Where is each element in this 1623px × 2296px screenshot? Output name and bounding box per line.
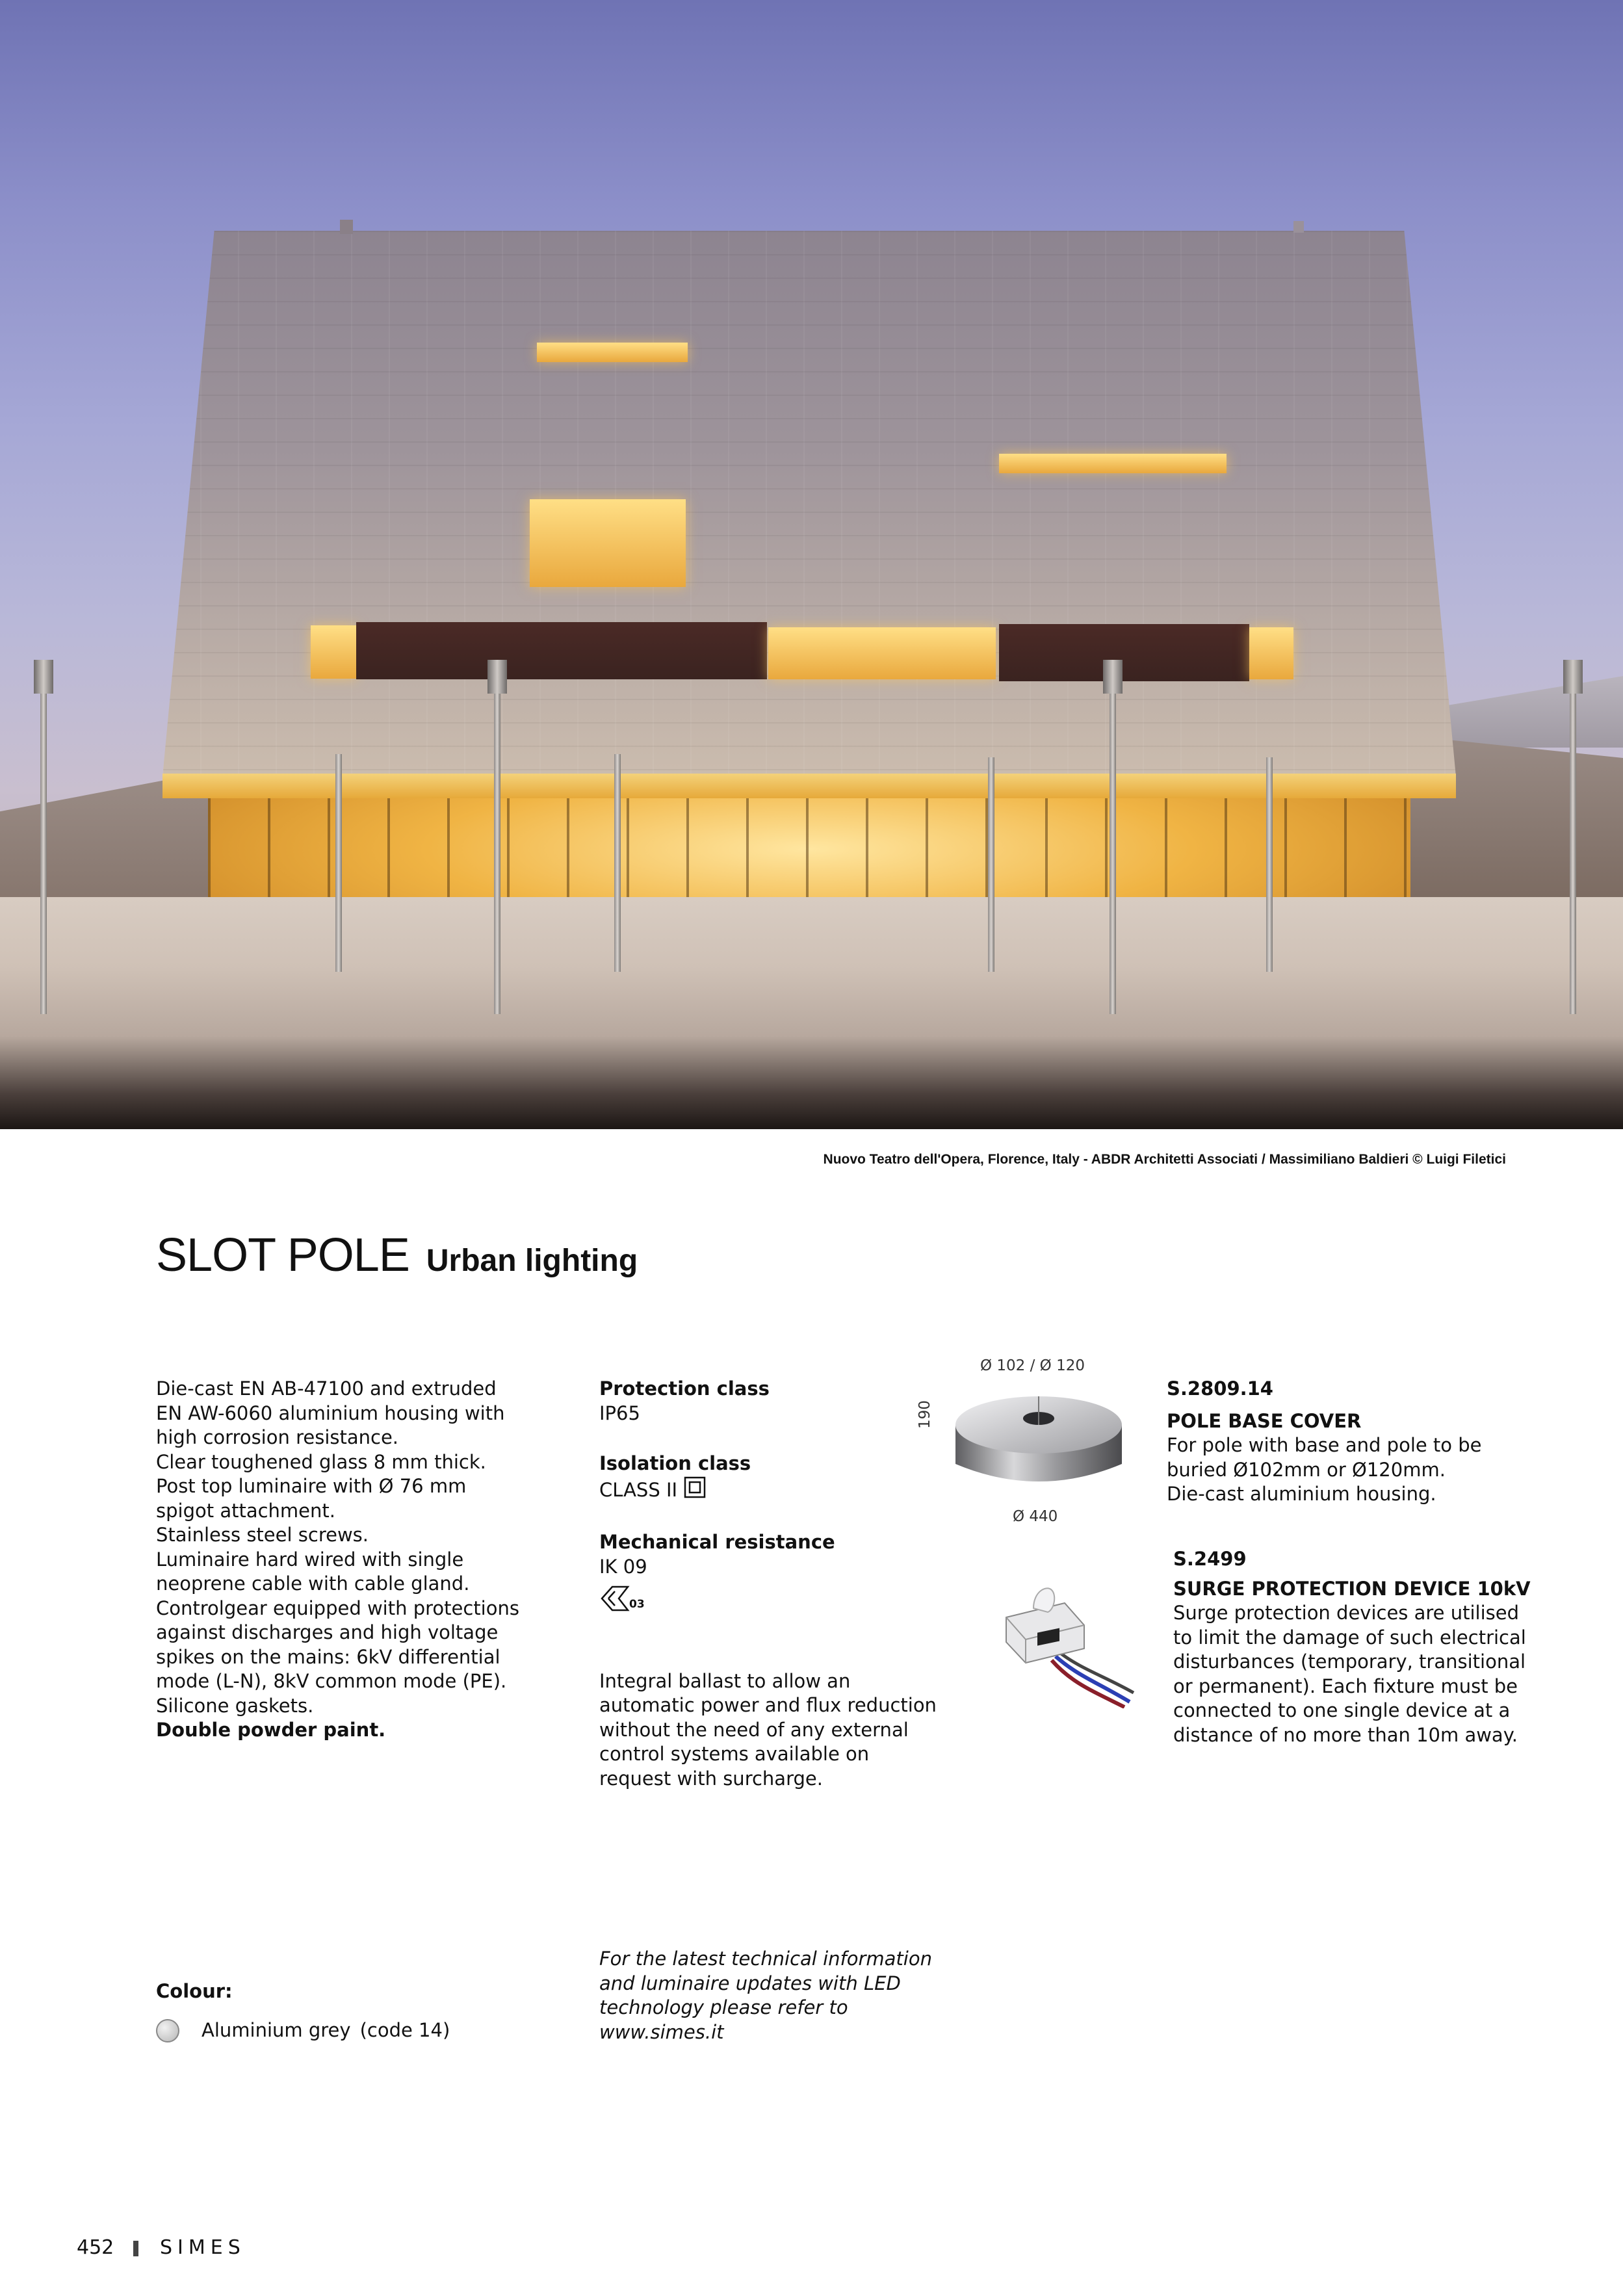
brand-name: SIMES [160, 2236, 246, 2259]
enec-03-icon [599, 1583, 937, 1619]
accessory-code: S.2499 [1173, 1548, 1247, 1570]
description-line: Stainless steel screws. [156, 1524, 369, 1546]
photo-pole-head [487, 660, 507, 694]
photo-dark-band [356, 622, 767, 679]
accessory-line: disturbances (temporary, transitional [1173, 1650, 1526, 1673]
mechanical-resistance-value: IK 09 [599, 1555, 647, 1578]
isolation-class-value: CLASS II [599, 1478, 678, 1501]
dimension-height: 190 [916, 1400, 933, 1429]
description-line: Die-cast EN AB-47100 and extruded [156, 1377, 497, 1400]
accessory-line: connected to one single device at a [1173, 1699, 1511, 1721]
protection-class-label: Protection class [599, 1377, 770, 1400]
photo-pole [614, 754, 621, 972]
mechanical-resistance-label: Mechanical resistance [599, 1531, 835, 1553]
accessory-name: SURGE PROTECTION DEVICE 10kV [1173, 1577, 1531, 1600]
photo-pole [335, 754, 342, 972]
dimension-bottom: Ø 440 [1013, 1508, 1058, 1525]
photo-caption: Nuovo Teatro dell'Opera, Florence, Italy - ABDR Architetti Associati / Massimiliano Baldieri © Luigi Filetici [823, 1152, 1506, 1167]
accessory-pole-base-cover [1167, 1377, 1531, 1507]
product-description [156, 1377, 559, 1743]
accessory-line: buried Ø102mm or Ø120mm. [1167, 1458, 1446, 1481]
description-line: mode (L-N), 8kV common mode (PE). [156, 1670, 507, 1692]
photo-window [530, 499, 686, 587]
photo-roof-detail [1293, 221, 1304, 233]
description-line: Luminaire hard wired with single [156, 1548, 464, 1571]
description-line: Clear toughened glass 8 mm thick. [156, 1450, 486, 1473]
photo-pole-head [1103, 660, 1123, 694]
photo-pole-head [34, 660, 53, 694]
ballast-line: Integral ballast to allow an [599, 1669, 851, 1692]
accessory-line: Die-cast aluminium housing. [1167, 1483, 1436, 1505]
note-url[interactable]: www.simes.it [599, 2020, 724, 2043]
photo-pole-head [1563, 660, 1583, 694]
description-line: against discharges and high voltage [156, 1621, 499, 1643]
photo-roof-detail [340, 220, 353, 234]
footer-separator [133, 2241, 138, 2256]
description-line: high corrosion resistance. [156, 1426, 399, 1448]
accessory-line: For pole with base and pole to be [1167, 1434, 1482, 1456]
accessory-line: Surge protection devices are utilised [1173, 1602, 1520, 1624]
photo-plaza [0, 897, 1623, 1129]
hero-photo [0, 0, 1623, 1129]
note-line: technology please refer to [599, 1996, 848, 2018]
photo-pole [494, 689, 500, 1014]
description-line: neoprene cable with cable gland. [156, 1572, 470, 1595]
note-line: and luminaire updates with LED [599, 1972, 901, 1994]
product-category: Urban lighting [426, 1244, 638, 1278]
spec-column [599, 1377, 937, 1791]
product-title [156, 1229, 638, 1282]
photo-window [768, 627, 996, 679]
photo-pole [1570, 689, 1576, 1014]
colour-option [156, 2018, 450, 2043]
technical-info-note [599, 1947, 963, 2044]
pole-base-cover-image [948, 1385, 1130, 1502]
description-bold-line: Double powder paint. [156, 1719, 386, 1741]
surge-device-image [1000, 1578, 1136, 1708]
photo-window [1249, 627, 1293, 679]
photo-pole [988, 757, 994, 972]
colour-label: Colour: [156, 1980, 233, 2002]
ballast-line: without the need of any external [599, 1718, 909, 1741]
accessory-line: or permanent). Each fixture must be [1173, 1675, 1518, 1697]
ballast-line: automatic power and flux reduction [599, 1694, 937, 1716]
photo-pole [1266, 757, 1273, 972]
photo-pole [40, 689, 47, 1014]
ballast-line: request with surcharge. [599, 1767, 823, 1790]
ballast-line: control systems available on [599, 1743, 870, 1765]
photo-soffit [162, 774, 1456, 798]
colour-swatch [156, 2019, 179, 2042]
photo-window [999, 454, 1227, 473]
dimension-top: Ø 102 / Ø 120 [980, 1357, 1085, 1374]
photo-roof-right [1430, 676, 1623, 748]
isolation-class-row [599, 1476, 937, 1505]
accessory-surge-protection [1173, 1547, 1537, 1747]
accessory-line: distance of no more than 10m away. [1173, 1723, 1518, 1746]
photo-building-block [162, 231, 1456, 777]
page-number: 452 [77, 2236, 114, 2259]
colour-code: (code 14) [359, 2019, 450, 2041]
photo-dark-band [999, 624, 1249, 681]
accessory-code: S.2809.14 [1167, 1377, 1273, 1400]
photo-pole [1110, 689, 1116, 1014]
isolation-class-label: Isolation class [599, 1452, 751, 1474]
photo-window [311, 625, 356, 679]
protection-class-value: IP65 [599, 1402, 640, 1424]
note-line: For the latest technical information [599, 1948, 932, 1970]
ballast-note [599, 1669, 937, 1792]
description-line: Controlgear equipped with protections [156, 1597, 519, 1619]
product-name: SLOT POLE [156, 1229, 409, 1281]
accessory-name: POLE BASE COVER [1167, 1409, 1362, 1432]
description-line: Silicone gaskets. [156, 1694, 314, 1717]
class-ii-icon [684, 1476, 706, 1505]
description-line: spigot attachment. [156, 1499, 335, 1522]
colour-name: Aluminium grey [201, 2019, 351, 2041]
description-line: EN AW-6060 aluminium housing with [156, 1402, 505, 1424]
accessory-line: to limit the damage of such electrical [1173, 1626, 1526, 1649]
photo-window [537, 343, 688, 362]
svg-text:03: 03 [629, 1598, 645, 1611]
description-line: Post top luminaire with Ø 76 mm [156, 1475, 467, 1497]
description-line: spikes on the mains: 6kV differential [156, 1645, 500, 1668]
